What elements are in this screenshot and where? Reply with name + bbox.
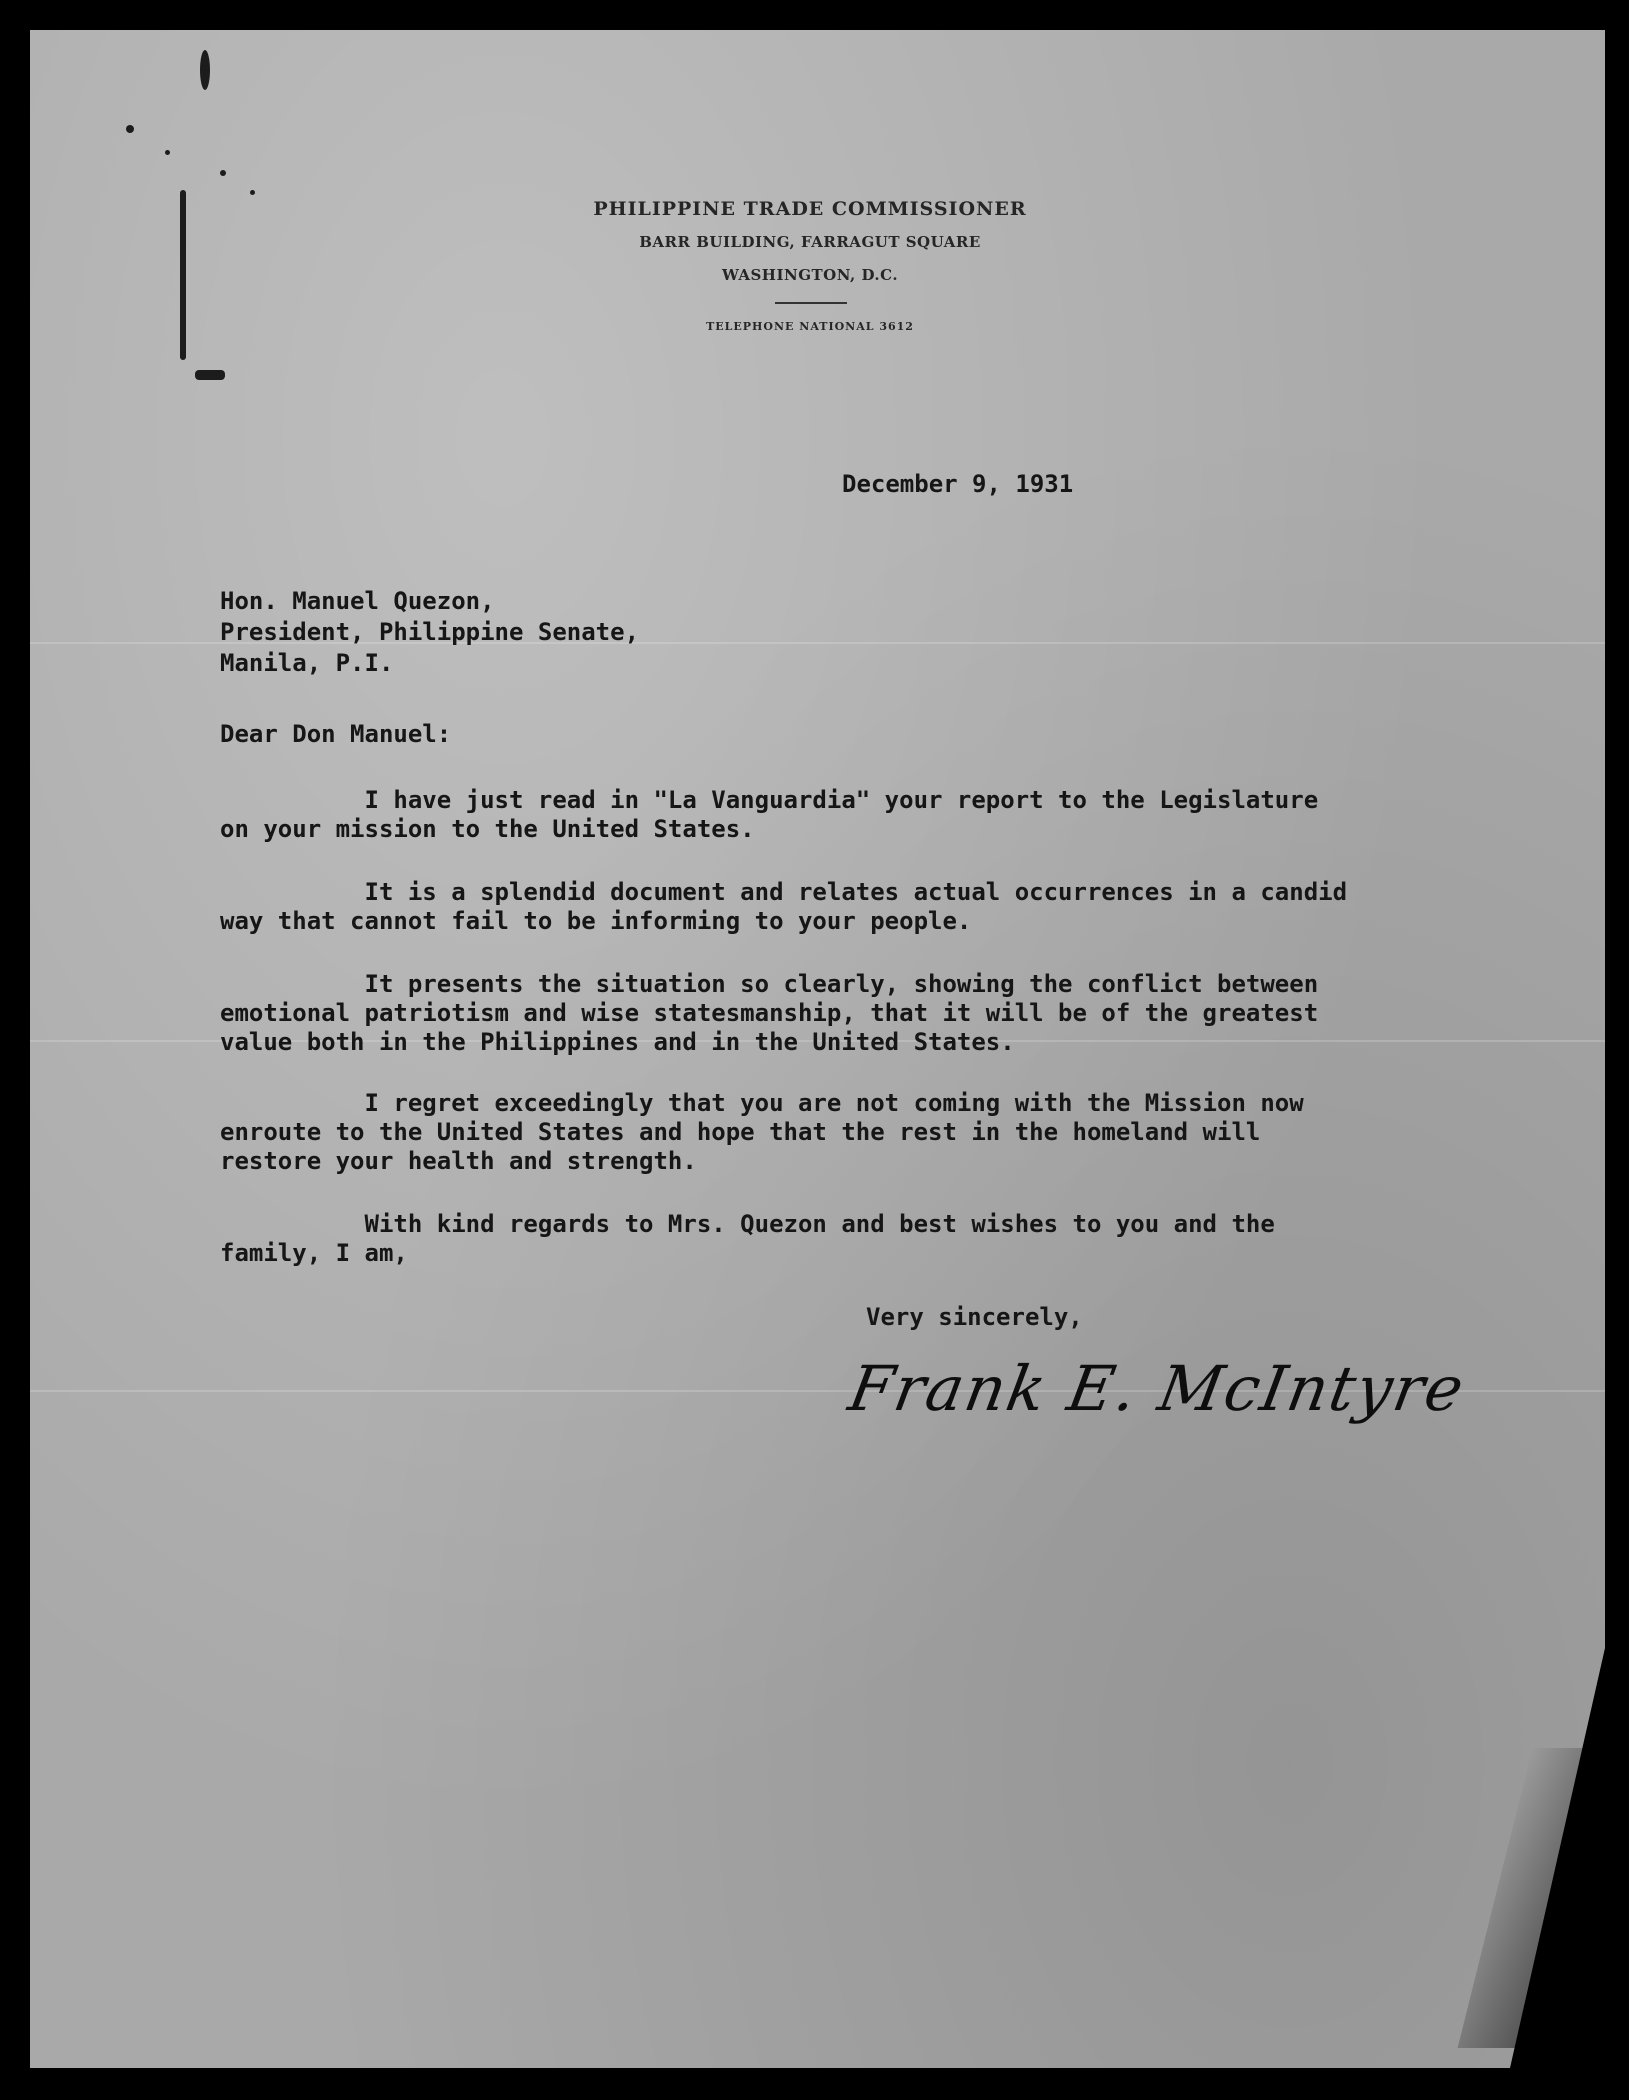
torn-corner bbox=[1510, 1648, 1605, 2068]
paragraph-line: family, I am, bbox=[220, 1239, 408, 1267]
letter-date: December 9, 1931 bbox=[842, 470, 1074, 498]
paragraph-line: I regret exceedingly that you are not coming with the Mission now bbox=[220, 1089, 1304, 1117]
letterhead-title: PHILIPPINE TRADE COMMISSIONER bbox=[593, 198, 1027, 220]
paragraph-line: With kind regards to Mrs. Quezon and best wishes to you and the bbox=[220, 1210, 1275, 1238]
paragraph-line: enroute to the United States and hope that the rest in the homeland will bbox=[220, 1118, 1261, 1146]
ink-smudge bbox=[220, 170, 226, 176]
ink-smudge bbox=[126, 125, 134, 133]
ink-smudge bbox=[180, 190, 186, 360]
recipient-location: Manila, P.I. bbox=[220, 649, 394, 677]
salutation: Dear Don Manuel: bbox=[220, 720, 452, 748]
paragraph-line: way that cannot fail to be informing to your people. bbox=[220, 907, 972, 935]
letterhead-address: BARR BUILDING, FARRAGUT SQUARE bbox=[639, 233, 981, 251]
letter-page bbox=[30, 30, 1605, 2068]
ink-smudge bbox=[250, 190, 255, 195]
ink-smudge bbox=[200, 50, 210, 90]
letterhead-divider bbox=[775, 302, 847, 304]
ink-smudge bbox=[165, 150, 170, 155]
paragraph-line: It is a splendid document and relates actual occurrences in a candid bbox=[220, 878, 1348, 906]
paragraph-line: on your mission to the United States. bbox=[220, 815, 755, 843]
letterhead-telephone: TELEPHONE NATIONAL 3612 bbox=[706, 320, 914, 333]
letterhead-city: WASHINGTON, D.C. bbox=[721, 266, 899, 284]
paragraph-line: It presents the situation so clearly, showing the conflict between bbox=[220, 970, 1319, 998]
closing: Very sincerely, bbox=[866, 1303, 1083, 1331]
recipient-title: President, Philippine Senate, bbox=[220, 618, 640, 646]
paragraph-line: value both in the Philippines and in the United States. bbox=[220, 1028, 1015, 1056]
paragraph-line: restore your health and strength. bbox=[220, 1147, 697, 1175]
handwritten-signature: Frank E. McIntyre bbox=[843, 1352, 1471, 1425]
paragraph-line: I have just read in "La Vanguardia" your report to the Legislature bbox=[220, 786, 1319, 814]
ink-smudge bbox=[195, 370, 225, 380]
recipient-name: Hon. Manuel Quezon, bbox=[220, 587, 495, 615]
paragraph-line: emotional patriotism and wise statesmanship, that it will be of the greatest bbox=[220, 999, 1319, 1027]
